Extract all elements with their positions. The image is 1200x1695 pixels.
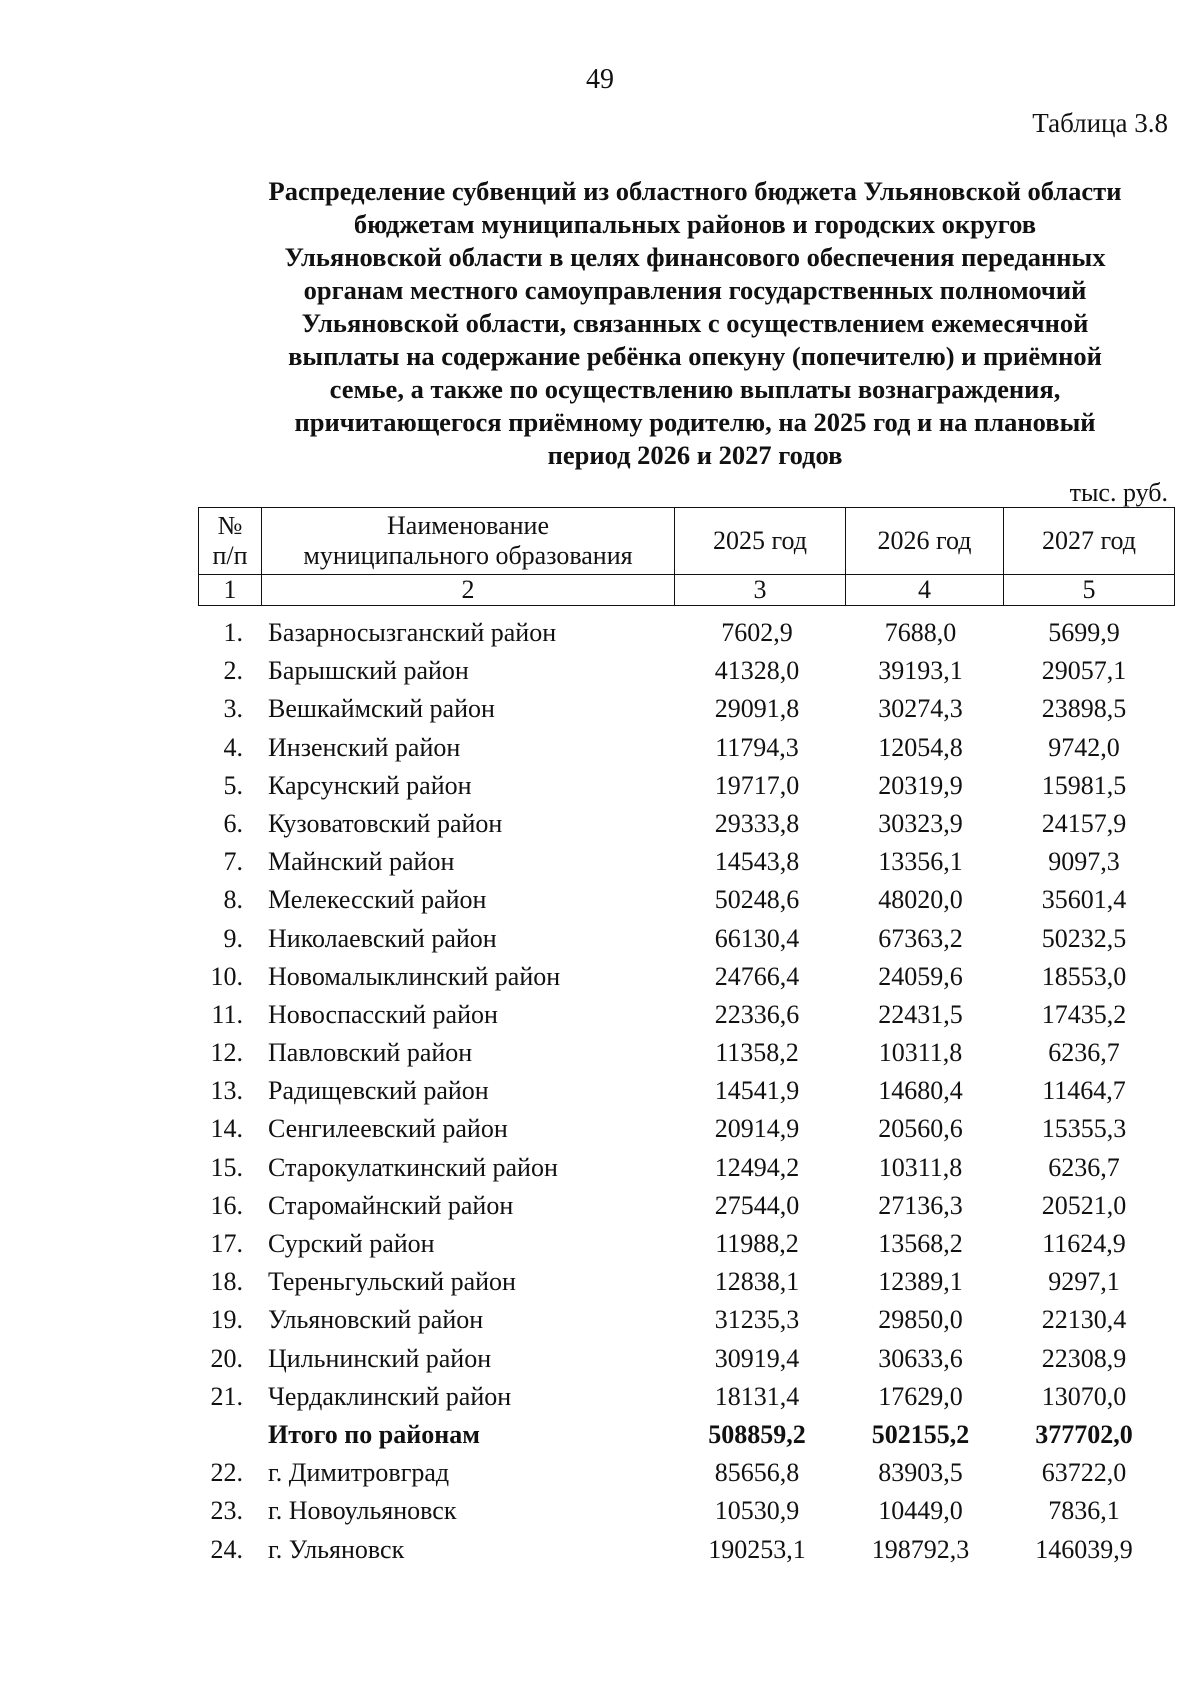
row-name: Ульяновский район bbox=[268, 1305, 484, 1335]
table-title bbox=[200, 175, 1190, 472]
value-2027: 5699,9 bbox=[1048, 618, 1120, 647]
value-2026: 10311,8 bbox=[878, 1038, 963, 1068]
row-name: Николаевский район bbox=[268, 923, 497, 953]
header-index: 3 bbox=[675, 575, 846, 606]
value-2027: 146039,9 bbox=[1035, 1534, 1133, 1564]
value-2025: 31235,3 bbox=[714, 1305, 800, 1335]
title-line: органам местного самоуправления государственных полномочий bbox=[303, 275, 1087, 305]
row-number: 7. bbox=[223, 847, 243, 877]
row-number: 20. bbox=[210, 1343, 243, 1373]
row-number: 23. bbox=[210, 1496, 243, 1526]
title-line: Распределение субвенций из областного бюджета Ульяновской области bbox=[268, 176, 1122, 206]
table-header bbox=[198, 507, 1175, 606]
value-2027: 9742,0 bbox=[1048, 732, 1120, 762]
title-line: семье, а также по осуществлению выплаты вознаграждения, bbox=[329, 374, 1061, 404]
row-name: Сенгилеевский район bbox=[268, 1114, 508, 1144]
row-name: Инзенский район bbox=[268, 732, 461, 762]
value-2027: 15981,5 bbox=[1041, 770, 1127, 800]
value-2025: 27544,0 bbox=[714, 1190, 800, 1220]
value-2026: 10449,0 bbox=[878, 1496, 963, 1526]
table-row bbox=[198, 1072, 1173, 1110]
row-number: 24. bbox=[210, 1534, 243, 1564]
value-2027: 6236,7 bbox=[1048, 1152, 1120, 1182]
value-2026: 30323,9 bbox=[878, 808, 963, 838]
value-2026: 48020,0 bbox=[878, 885, 963, 915]
value-2025: 41328,0 bbox=[714, 656, 800, 686]
title-line: причитающегося приёмному родителю, на 2025 год и на плановый bbox=[294, 407, 1096, 437]
row-name: Базарносызганский район bbox=[268, 618, 557, 647]
row-number: 6. bbox=[223, 808, 243, 838]
value-2027: 18553,0 bbox=[1041, 961, 1127, 991]
table-row bbox=[198, 1340, 1173, 1378]
title-line: Ульяновской области в целях финансового обеспечения переданных bbox=[284, 242, 1106, 272]
row-number: 3. bbox=[223, 694, 243, 724]
row-name: Итого по районам bbox=[268, 1419, 480, 1449]
row-name: Кузоватовский район bbox=[268, 808, 503, 838]
value-2027: 11464,7 bbox=[1042, 1076, 1126, 1106]
table-row bbox=[198, 843, 1173, 881]
header-index: 5 bbox=[1004, 575, 1175, 606]
table-row bbox=[198, 729, 1173, 767]
table-row bbox=[198, 690, 1173, 728]
header-2027: 2027 год bbox=[1004, 508, 1175, 575]
units-label: тыс. руб. bbox=[1069, 478, 1168, 507]
value-2025: 14541,9 bbox=[714, 1076, 800, 1106]
row-number: 12. bbox=[210, 1038, 243, 1068]
row-name: Новоспасский район bbox=[268, 999, 498, 1029]
table-row bbox=[198, 1492, 1173, 1530]
value-2027: 11624,9 bbox=[1042, 1229, 1126, 1258]
header-num: № п/п bbox=[199, 508, 262, 575]
value-2027: 9297,1 bbox=[1048, 1267, 1120, 1297]
title-line: выплаты на содержание ребёнка опекуну (попечителю) и приёмной bbox=[288, 341, 1102, 371]
row-name: Тереньгульский район bbox=[268, 1267, 516, 1297]
value-2027: 6236,7 bbox=[1048, 1038, 1120, 1068]
table-row bbox=[198, 1378, 1173, 1416]
table-label: Таблица 3.8 bbox=[1032, 108, 1168, 138]
table-row bbox=[198, 1531, 1173, 1569]
row-number: 1. bbox=[223, 618, 243, 647]
table-row bbox=[198, 652, 1173, 690]
value-2025: 29333,8 bbox=[714, 808, 800, 838]
value-2025: 19717,0 bbox=[714, 770, 800, 800]
row-number: 10. bbox=[210, 961, 243, 991]
value-2026: 17629,0 bbox=[878, 1381, 963, 1411]
value-2027: 35601,4 bbox=[1041, 885, 1127, 915]
value-2027: 29057,1 bbox=[1041, 656, 1127, 686]
title-line: бюджетам муниципальных районов и городских округов bbox=[353, 209, 1037, 239]
row-name: Мелекесский район bbox=[268, 885, 487, 915]
row-number: 21. bbox=[210, 1381, 243, 1411]
table-row bbox=[198, 1454, 1173, 1492]
row-number: 5. bbox=[223, 770, 243, 800]
row-number: 18. bbox=[210, 1267, 243, 1297]
title-line: период 2026 и 2027 годов bbox=[547, 440, 843, 470]
value-2026: 12389,1 bbox=[878, 1267, 963, 1297]
header-2026: 2026 год bbox=[846, 508, 1004, 575]
value-2025: 10530,9 bbox=[714, 1496, 800, 1526]
value-2027: 23898,5 bbox=[1041, 694, 1127, 724]
value-2025: 14543,8 bbox=[714, 847, 800, 877]
value-2026: 24059,6 bbox=[878, 961, 963, 991]
value-2025: 18131,4 bbox=[714, 1381, 800, 1411]
value-2025: 22336,6 bbox=[714, 999, 800, 1029]
value-2025: 85656,8 bbox=[714, 1458, 800, 1488]
value-2027: 7836,1 bbox=[1048, 1496, 1120, 1526]
row-name: г. Новоульяновск bbox=[268, 1496, 457, 1526]
row-name: г. Ульяновск bbox=[268, 1534, 405, 1564]
value-2026: 14680,4 bbox=[878, 1076, 963, 1106]
row-number: 16. bbox=[210, 1190, 243, 1220]
row-name: Сурский район bbox=[268, 1229, 435, 1258]
value-2025: 11794,3 bbox=[715, 732, 799, 762]
header-2025: 2025 год bbox=[675, 508, 846, 575]
value-2027: 9097,3 bbox=[1048, 847, 1120, 877]
table-row bbox=[198, 1149, 1173, 1187]
value-2027: 22130,4 bbox=[1041, 1305, 1127, 1335]
row-name: Павловский район bbox=[268, 1038, 473, 1068]
value-2027: 50232,5 bbox=[1041, 923, 1127, 953]
table-row bbox=[198, 1263, 1173, 1301]
value-2026: 12054,8 bbox=[878, 732, 963, 762]
value-2025: 11988,2 bbox=[715, 1229, 799, 1258]
table-row bbox=[198, 805, 1173, 843]
value-2027: 20521,0 bbox=[1041, 1190, 1127, 1220]
table-row bbox=[198, 614, 1173, 652]
value-2026: 502155,2 bbox=[871, 1419, 970, 1449]
value-2026: 22431,5 bbox=[878, 999, 963, 1029]
table-total-row bbox=[198, 1416, 1173, 1454]
row-number: 11. bbox=[211, 999, 243, 1029]
table-row bbox=[198, 920, 1173, 958]
value-2026: 39193,1 bbox=[878, 656, 963, 686]
header-index: 4 bbox=[846, 575, 1004, 606]
value-2027: 22308,9 bbox=[1041, 1343, 1127, 1373]
table-row bbox=[198, 1301, 1173, 1339]
value-2027: 17435,2 bbox=[1041, 999, 1127, 1029]
table-row bbox=[198, 767, 1173, 805]
row-name: Барышский район bbox=[268, 656, 469, 686]
value-2027: 15355,3 bbox=[1041, 1114, 1127, 1144]
row-number: 9. bbox=[223, 923, 243, 953]
table-row bbox=[198, 958, 1173, 996]
row-number: 13. bbox=[210, 1076, 243, 1106]
table-body bbox=[198, 614, 1173, 1569]
value-2025: 50248,6 bbox=[714, 885, 800, 915]
value-2025: 12838,1 bbox=[714, 1267, 800, 1297]
row-name: Старокулаткинский район bbox=[268, 1152, 558, 1182]
title-line: Ульяновской области, связанных с осуществлением ежемесячной bbox=[301, 308, 1089, 338]
value-2027: 63722,0 bbox=[1041, 1458, 1127, 1488]
row-name: Цильнинский район bbox=[268, 1343, 492, 1373]
value-2026: 13568,2 bbox=[878, 1229, 963, 1258]
table-row bbox=[198, 996, 1173, 1034]
value-2025: 7602,9 bbox=[721, 618, 793, 647]
value-2027: 13070,0 bbox=[1041, 1381, 1127, 1411]
row-number: 2. bbox=[223, 656, 243, 686]
value-2025: 29091,8 bbox=[714, 694, 800, 724]
row-name: Радищевский район bbox=[268, 1076, 489, 1106]
header-name: Наименование муниципального образования bbox=[262, 508, 675, 575]
row-name: Карсунский район bbox=[268, 770, 472, 800]
row-name: Майнский район bbox=[268, 847, 455, 877]
value-2026: 10311,8 bbox=[878, 1152, 963, 1182]
value-2026: 30633,6 bbox=[878, 1343, 963, 1373]
value-2026: 67363,2 bbox=[878, 923, 963, 953]
page-number: 49 bbox=[586, 64, 614, 95]
value-2026: 20319,9 bbox=[878, 770, 963, 800]
header-index: 2 bbox=[262, 575, 675, 606]
row-number: 19. bbox=[210, 1305, 243, 1335]
value-2027: 377702,0 bbox=[1035, 1419, 1133, 1449]
row-name: г. Димитровград bbox=[268, 1458, 450, 1488]
table-row bbox=[198, 881, 1173, 919]
value-2026: 13356,1 bbox=[878, 847, 963, 877]
value-2025: 190253,1 bbox=[708, 1534, 806, 1564]
row-number: 4. bbox=[223, 732, 243, 762]
row-number: 22. bbox=[210, 1458, 243, 1488]
value-2027: 24157,9 bbox=[1041, 808, 1127, 838]
row-number: 15. bbox=[210, 1152, 243, 1182]
table-row bbox=[198, 1225, 1173, 1263]
row-name: Чердаклинский район bbox=[268, 1381, 512, 1411]
table-row bbox=[198, 1110, 1173, 1148]
value-2025: 12494,2 bbox=[714, 1152, 800, 1182]
value-2026: 20560,6 bbox=[878, 1114, 963, 1144]
row-name: Вешкаймский район bbox=[268, 694, 495, 724]
value-2026: 7688,0 bbox=[884, 618, 957, 647]
row-number: 17. bbox=[210, 1229, 243, 1258]
value-2026: 29850,0 bbox=[878, 1305, 963, 1335]
row-name: Новомалыклинский район bbox=[268, 961, 561, 991]
table-row bbox=[198, 1187, 1173, 1225]
table-row bbox=[198, 1034, 1173, 1072]
value-2025: 11358,2 bbox=[715, 1038, 799, 1068]
value-2026: 198792,3 bbox=[871, 1534, 970, 1564]
value-2025: 66130,4 bbox=[714, 923, 800, 953]
value-2026: 83903,5 bbox=[878, 1458, 963, 1488]
value-2025: 508859,2 bbox=[708, 1419, 806, 1449]
row-name: Старомайнский район bbox=[268, 1190, 514, 1220]
value-2025: 20914,9 bbox=[714, 1114, 800, 1144]
row-number: 8. bbox=[223, 885, 243, 915]
value-2025: 24766,4 bbox=[714, 961, 800, 991]
value-2026: 30274,3 bbox=[878, 694, 963, 724]
header-index: 1 bbox=[199, 575, 262, 606]
row-number: 14. bbox=[210, 1114, 243, 1144]
value-2026: 27136,3 bbox=[878, 1190, 963, 1220]
value-2025: 30919,4 bbox=[714, 1343, 800, 1373]
